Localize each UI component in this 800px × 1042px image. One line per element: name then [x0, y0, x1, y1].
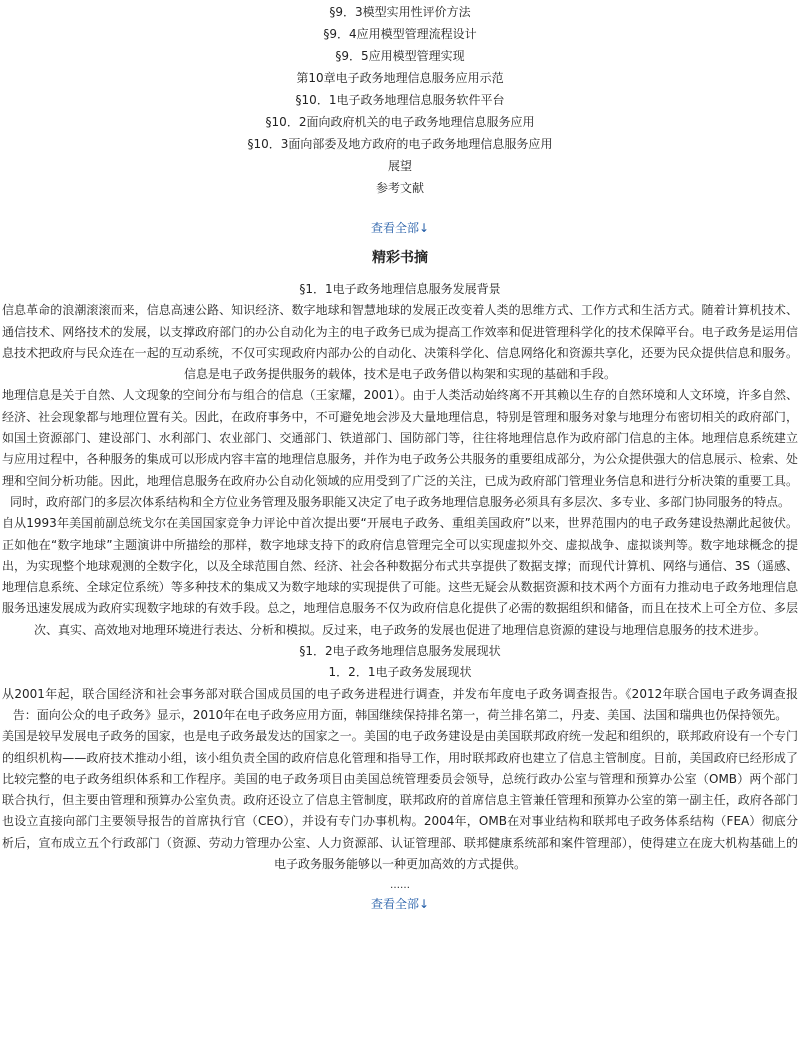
toc-item: §9．5应用模型管理实现: [335, 49, 465, 63]
excerpt-subheading: 1．2．1电子政务发展现状: [328, 665, 472, 680]
excerpt-view-all-link[interactable]: 查看全部↓: [370, 897, 430, 912]
excerpt-heading: §1．1电子政务地理信息服务发展背景: [299, 282, 501, 296]
book-excerpt: [2, 279, 798, 875]
toc-item: §9．4应用模型管理流程设计: [323, 27, 477, 41]
toc-item: 参考文献: [375, 181, 424, 195]
excerpt-section-title: 精彩书摘: [372, 250, 428, 266]
toc-item: §10．2面向政府机关的电子政务地理信息服务应用: [265, 115, 535, 129]
excerpt-paragraph: 地理信息是关于自然、人文现象的空间分布与组合的信息（王家耀，2001）。由于人类活动始终离不开其赖以生存的自然环境和人文环境，许多自然、经济、社会现象都与地理位置有关。因此，在政府事务中，不可避免地会涉及大量地理信息，特别是管理和服务对象与地理分布密切相关的政府部门，如国土资源部门、建设部门、水利部门、农业部门、交通部门、铁道部门、国防部门等，往往将地理信息作为政府部门信息的主体。地理信息系统建立与应用过程中，各种服务的集成可以形成内容丰富的地理信息服务，并作为电子政务公共服务的重要组成部分，为公众提供强大的信息展示、检索、处理和空间分析功能。因此，地理信息服务在政府办公自动化领域的应用受到了广泛的关注，已成为政府部门管理业务信息和进行分析决策的重要工具。同时，政府部门的多层次体系结构和全方位业务管理及服务职能又决定了电子政务地理信息服务必须具有多层次、多专业、多部门协同服务的特点。: [2, 388, 798, 509]
table-of-contents: [2, 1, 798, 199]
toc-item: §10．1电子政务地理信息服务软件平台: [295, 93, 505, 107]
excerpt-paragraph: 美国是较早发展电子政务的国家，也是电子政务最发达的国家之一。美国的电子政务建设是由美国联邦政府统一发起和组织的，联邦政府设有一个专门的组织机构——政府技术推动小组，该小组负责全国的政府信息化管理和指导工作，用时联邦政府也建立了信息主管制度。目前，美国政府已经形成了比较完整的电子政务组织体系和工作程序。美国的电子政务项目由美国总统管理委员会领导，总统行政办公室与管理和预算办公室（OMB）两个部门联合执行，但主要由管理和预算办公室负责。政府还设立了信息主管制度，联邦政府的首席信息主管兼任管理和预算办公室的第一副主任，政府各部门也设立直接向部门主要领导报告的首席执行官（CEO），并设有专门办事机构。2004年，OMB在对事业结构和联邦电子政务体系结构（FEA）彻底分析后，宣布成立五个行政部门（资源、劳动力管理办公室、人力资源部、认证管理部、联邦健康系统部和案件管理部），使得建立在庞大机构基础上的电子政务服务能够以一种更加高效的方式提供。: [2, 729, 798, 872]
excerpt-heading: §1．2电子政务地理信息服务发展现状: [299, 644, 501, 659]
book-detail-page: [0, 1, 800, 915]
excerpt-paragraph: 从2001年起，联合国经济和社会事务部对联合国成员国的电子政务进程进行调查，并发布年度电子政务调查报告。《2012年联合国电子政务调查报告：面向公众的电子政务》显示，2010年在电子政务应用方面，韩国继续保持排名第一，荷兰排名第二，丹麦、美国、法国和瑞典也仍保持领先。: [2, 686, 798, 722]
excerpt-paragraph: 信息革命的浪潮滚滚而来，信息高速公路、知识经济、数字地球和智慧地球的发展正改变着人类的思维方式、工作方式和生活方式。随着计算机技术、通信技术、网络技术的发展，以支撑政府部门的办公自动化为主的电子政务已成为提高工作效率和促进管理科学化的技术保障平台。电子政务是运用信息技术把政府与民众连在一起的互动系统，不仅可实现政府内部办公的自动化、决策科学化、信息网络化和资源共享化，还要为民众提供信息和服务。信息是电子政务提供服务的载体，技术是电子政务借以构架和实现的基础和手段。: [2, 303, 798, 382]
excerpt-ellipsis: ……: [390, 880, 410, 892]
toc-item: §9．3模型实用性评价方法: [329, 5, 471, 19]
toc-item: §10．3面向部委及地方政府的电子政务地理信息服务应用: [247, 137, 553, 151]
toc-view-all-link[interactable]: 查看全部↓: [370, 221, 430, 235]
excerpt-paragraph: 自从1993年美国前副总统戈尔在美国国家竞争力评论中首次提出要“开展电子政务、重组美国政府”以来，世界范围内的电子政务建设热潮此起彼伏。正如他在“数字地球”主题演讲中所描绘的那样，数字地球支持下的政府信息管理完全可以实现虚拟外交、虚拟战争、虚拟谈判等。数字地球概念的提出，为实现整个地球观测的全数字化，以及全球范围自然、经济、社会各种数据分布式共享提供了数据支撑；而现代计算机、网络与通信、3S（遥感、地理信息系统、全球定位系统）等多种技术的集成又为数字地球的实现提供了可能。这些无疑会从数据资源和技术两个方面有力推动电子政务地理信息服务迅速发展成为政府实现数字地球的有效手段。总之，地理信息服务不仅为政府信息化提供了必需的数据组织和储备，而且在技术上可全方位、多层次、真实、高效地对地理环境进行表达、分析和模拟。反过来，电子政务的发展也促进了地理信息资源的建设与地理信息服务的技术进步。: [2, 516, 798, 637]
toc-item: 展望: [387, 159, 412, 173]
toc-item: 第10章电子政务地理信息服务应用示范: [296, 71, 504, 85]
